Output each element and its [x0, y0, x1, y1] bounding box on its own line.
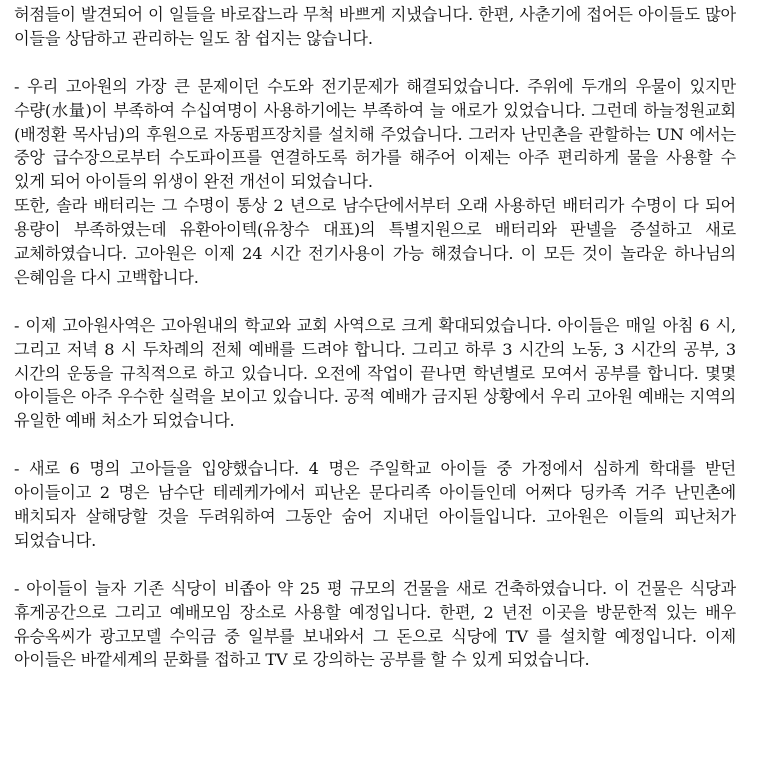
paragraph-new-building: - 아이들이 늘자 기존 식당이 비좁아 약 25 평 규모의 건물을 새로 건축하였습니다. 이 건물은 식당과 휴게공간으로 그리고 예배모임 장소로 사용할 예정입니다. 한편, 2 년전 이곳을 방문한적 있는 배우 유승옥씨가 광고모델 수익금 중 일부를 보내와서 그 돈으로 식당에 TV 를 설치할 예정입니다. 이제 아이들은 바깥세계의 문화를 접하고 TV 로 강의하는 공부를 할 수 있게 되었습니다.	[14, 578, 736, 670]
paragraph-gap	[14, 51, 736, 75]
paragraph-solar-battery: 또한, 솔라 배터리는 그 수명이 통상 2 년으로 남수단에서부터 오래 사용하던 배터리가 수명이 다 되어 용량이 부족하였는데 유환아이텍(유창수 대표)의 특별지원으로 배터리와 판넬을 증설하고 새로 교체하였습니다. 고아원은 이제 24 시간 전기사용이 가능 해졌습니다. 이 모든 것이 놀라운 하나님의 은혜임을 다시 고백합니다.	[14, 196, 736, 287]
paragraph-gap	[14, 290, 736, 314]
paragraph-gap	[14, 433, 736, 457]
paragraph-water-supply: - 우리 고아원의 가장 큰 문제이던 수도와 전기문제가 해결되었습니다. 주위에 두개의 우물이 있지만 수량(水量)이 부족하여 수십여명이 사용하기에는 부족하여 늘 애로가 있었습니다. 그런데 하늘정원교회(배정환 목사님)의 후원으로 자동펌프장치를 설치해 주었습니다. 그러자 난민촌을 관할하는 UN 에서는 중앙 급수장으로부터 수도파이프를 연결하도록 허가를 해주어 이제는 아주 편리하게 물을 사용할 수 있게 되어 아이들의 위생이 완전 개선이 되었습니다.	[14, 76, 736, 192]
paragraph-gap	[14, 553, 736, 577]
paragraph-intro: 허점들이 발견되어 이 일들을 바로잡느라 무척 바쁘게 지냈습니다. 한편, 사춘기에 접어든 아이들도 많아 이들을 상담하고 관리하는 일도 참 쉽지는 않습니다.	[14, 5, 736, 48]
paragraph-adoption: - 새로 6 명의 고아들을 입양했습니다. 4 명은 주일학교 아이들 중 가정에서 심하게 학대를 받던 아이들이고 2 명은 남수단 테레케가에서 피난온 문다리족 아이들인데 어쩌다 딩카족 거주 난민촌에 배치되자 살해당할 것을 두려워하여 그동안 숨어 지내던 아이들입니다. 고아원은 이들의 피난처가 되었습니다.	[14, 459, 736, 550]
paragraph-school-church: - 이제 고아원사역은 고아원내의 학교와 교회 사역으로 크게 확대되었습니다. 아이들은 매일 아침 6 시, 그리고 저녁 8 시 두차례의 전체 예배를 드려야 합니다. 그리고 하루 3 시간의 노동, 3 시간의 공부, 3 시간의 운동을 규칙적으로 하고 있습니다. 오전에 작업이 끝나면 학년별로 모여서 공부를 합니다. 몇몇 아이들은 아주 우수한 실력을 보이고 있습니다. 공적 예배가 금지된 상황에서 우리 고아원 예배는 지역의 유일한 예배 처소가 되었습니다.	[14, 315, 736, 431]
